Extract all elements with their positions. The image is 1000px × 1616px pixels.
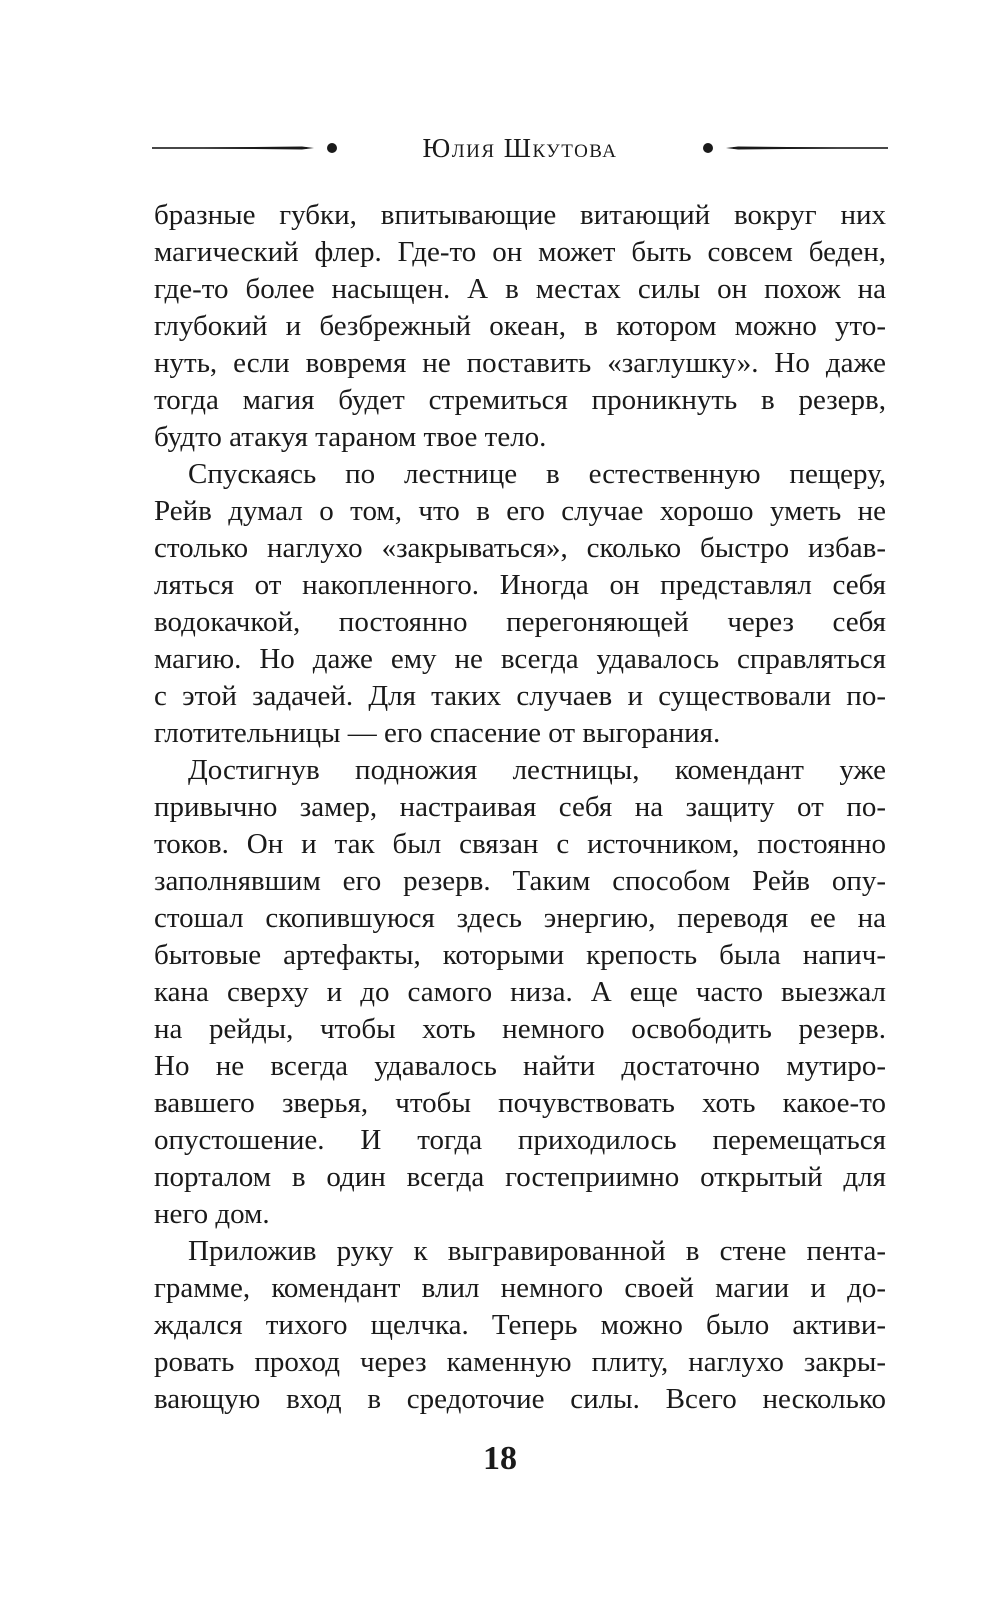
- text-line: вавшего зверья, чтобы почувствовать хоть какое-то: [154, 1087, 886, 1119]
- text-line: нуть, если вовремя не поставить «заглушку». Но даже: [154, 347, 886, 379]
- right-ornamental-rule: [698, 142, 888, 154]
- text-line: грамме, комендант влил немного своей магии и до-: [154, 1272, 886, 1304]
- text-line: бразные губки, впитывающие витающий вокруг них: [154, 199, 886, 231]
- text-line: привычно замер, настраивая себя на защиту от по-: [154, 791, 886, 823]
- text-line: вающую вход в средоточие силы. Всего несколько: [154, 1383, 886, 1415]
- text-line: Рейв думал о том, что в его случае хорошо уметь не: [154, 495, 886, 527]
- text-line: ждался тихого щелчка. Теперь можно было активи-: [154, 1309, 886, 1341]
- text-line: стошал скопившуюся здесь энергию, переводя ее на: [154, 902, 886, 934]
- page-number: 18: [483, 1440, 517, 1477]
- text-line: водокачкой, постоянно перегоняющей через себя: [154, 606, 886, 638]
- text-line: кана сверху и до самого низа. А еще часто выезжал: [154, 976, 886, 1008]
- text-line: ляться от накопленного. Иногда он представлял себя: [154, 569, 886, 601]
- body-text: [154, 197, 886, 1418]
- text-line: на рейды, чтобы хоть немного освободить резерв.: [154, 1013, 886, 1045]
- text-line: будто атакуя тараном твое тело.: [154, 421, 547, 453]
- text-line: глотительницы — его спасение от выгорания.: [154, 717, 721, 749]
- text-line: Но не всегда удавалось найти достаточно мутиро-: [154, 1050, 886, 1082]
- text-line: Приложив руку к выгравированной в стене пента-: [188, 1235, 886, 1267]
- text-line: опустошение. И тогда приходилось перемещаться: [154, 1124, 886, 1156]
- text-line: магический флер. Где-то он может быть совсем беден,: [154, 236, 886, 268]
- running-header: [152, 126, 888, 170]
- text-line: токов. Он и так был связан с источником, постоянно: [154, 828, 886, 860]
- text-line: глубокий и безбрежный океан, в котором можно уто-: [154, 310, 886, 342]
- author-name: Юлия Шкутова: [422, 132, 618, 163]
- text-line: него дом.: [154, 1198, 270, 1230]
- text-line: столько наглухо «закрываться», сколько быстро избав-: [154, 532, 886, 564]
- text-line: заполнявшим его резерв. Таким способом Рейв опу-: [154, 865, 886, 897]
- left-ornamental-rule: [152, 142, 342, 154]
- text-line: с этой задачей. Для таких случаев и существовали по-: [154, 680, 886, 712]
- text-line: где-то более насыщен. А в местах силы он похож на: [154, 273, 886, 305]
- text-line: порталом в один всегда гостеприимно открытый для: [154, 1161, 886, 1193]
- text-line: Спускаясь по лестнице в естественную пещеру,: [188, 458, 886, 490]
- text-line: бытовые артефакты, которыми крепость была напич-: [154, 939, 886, 971]
- text-line: магию. Но даже ему не всегда удавалось справляться: [154, 643, 886, 675]
- text-line: ровать проход через каменную плиту, наглухо закры-: [154, 1346, 886, 1378]
- text-line: тогда магия будет стремиться проникнуть в резерв,: [154, 384, 886, 416]
- text-line: Достигнув подножия лестницы, комендант уже: [188, 754, 886, 786]
